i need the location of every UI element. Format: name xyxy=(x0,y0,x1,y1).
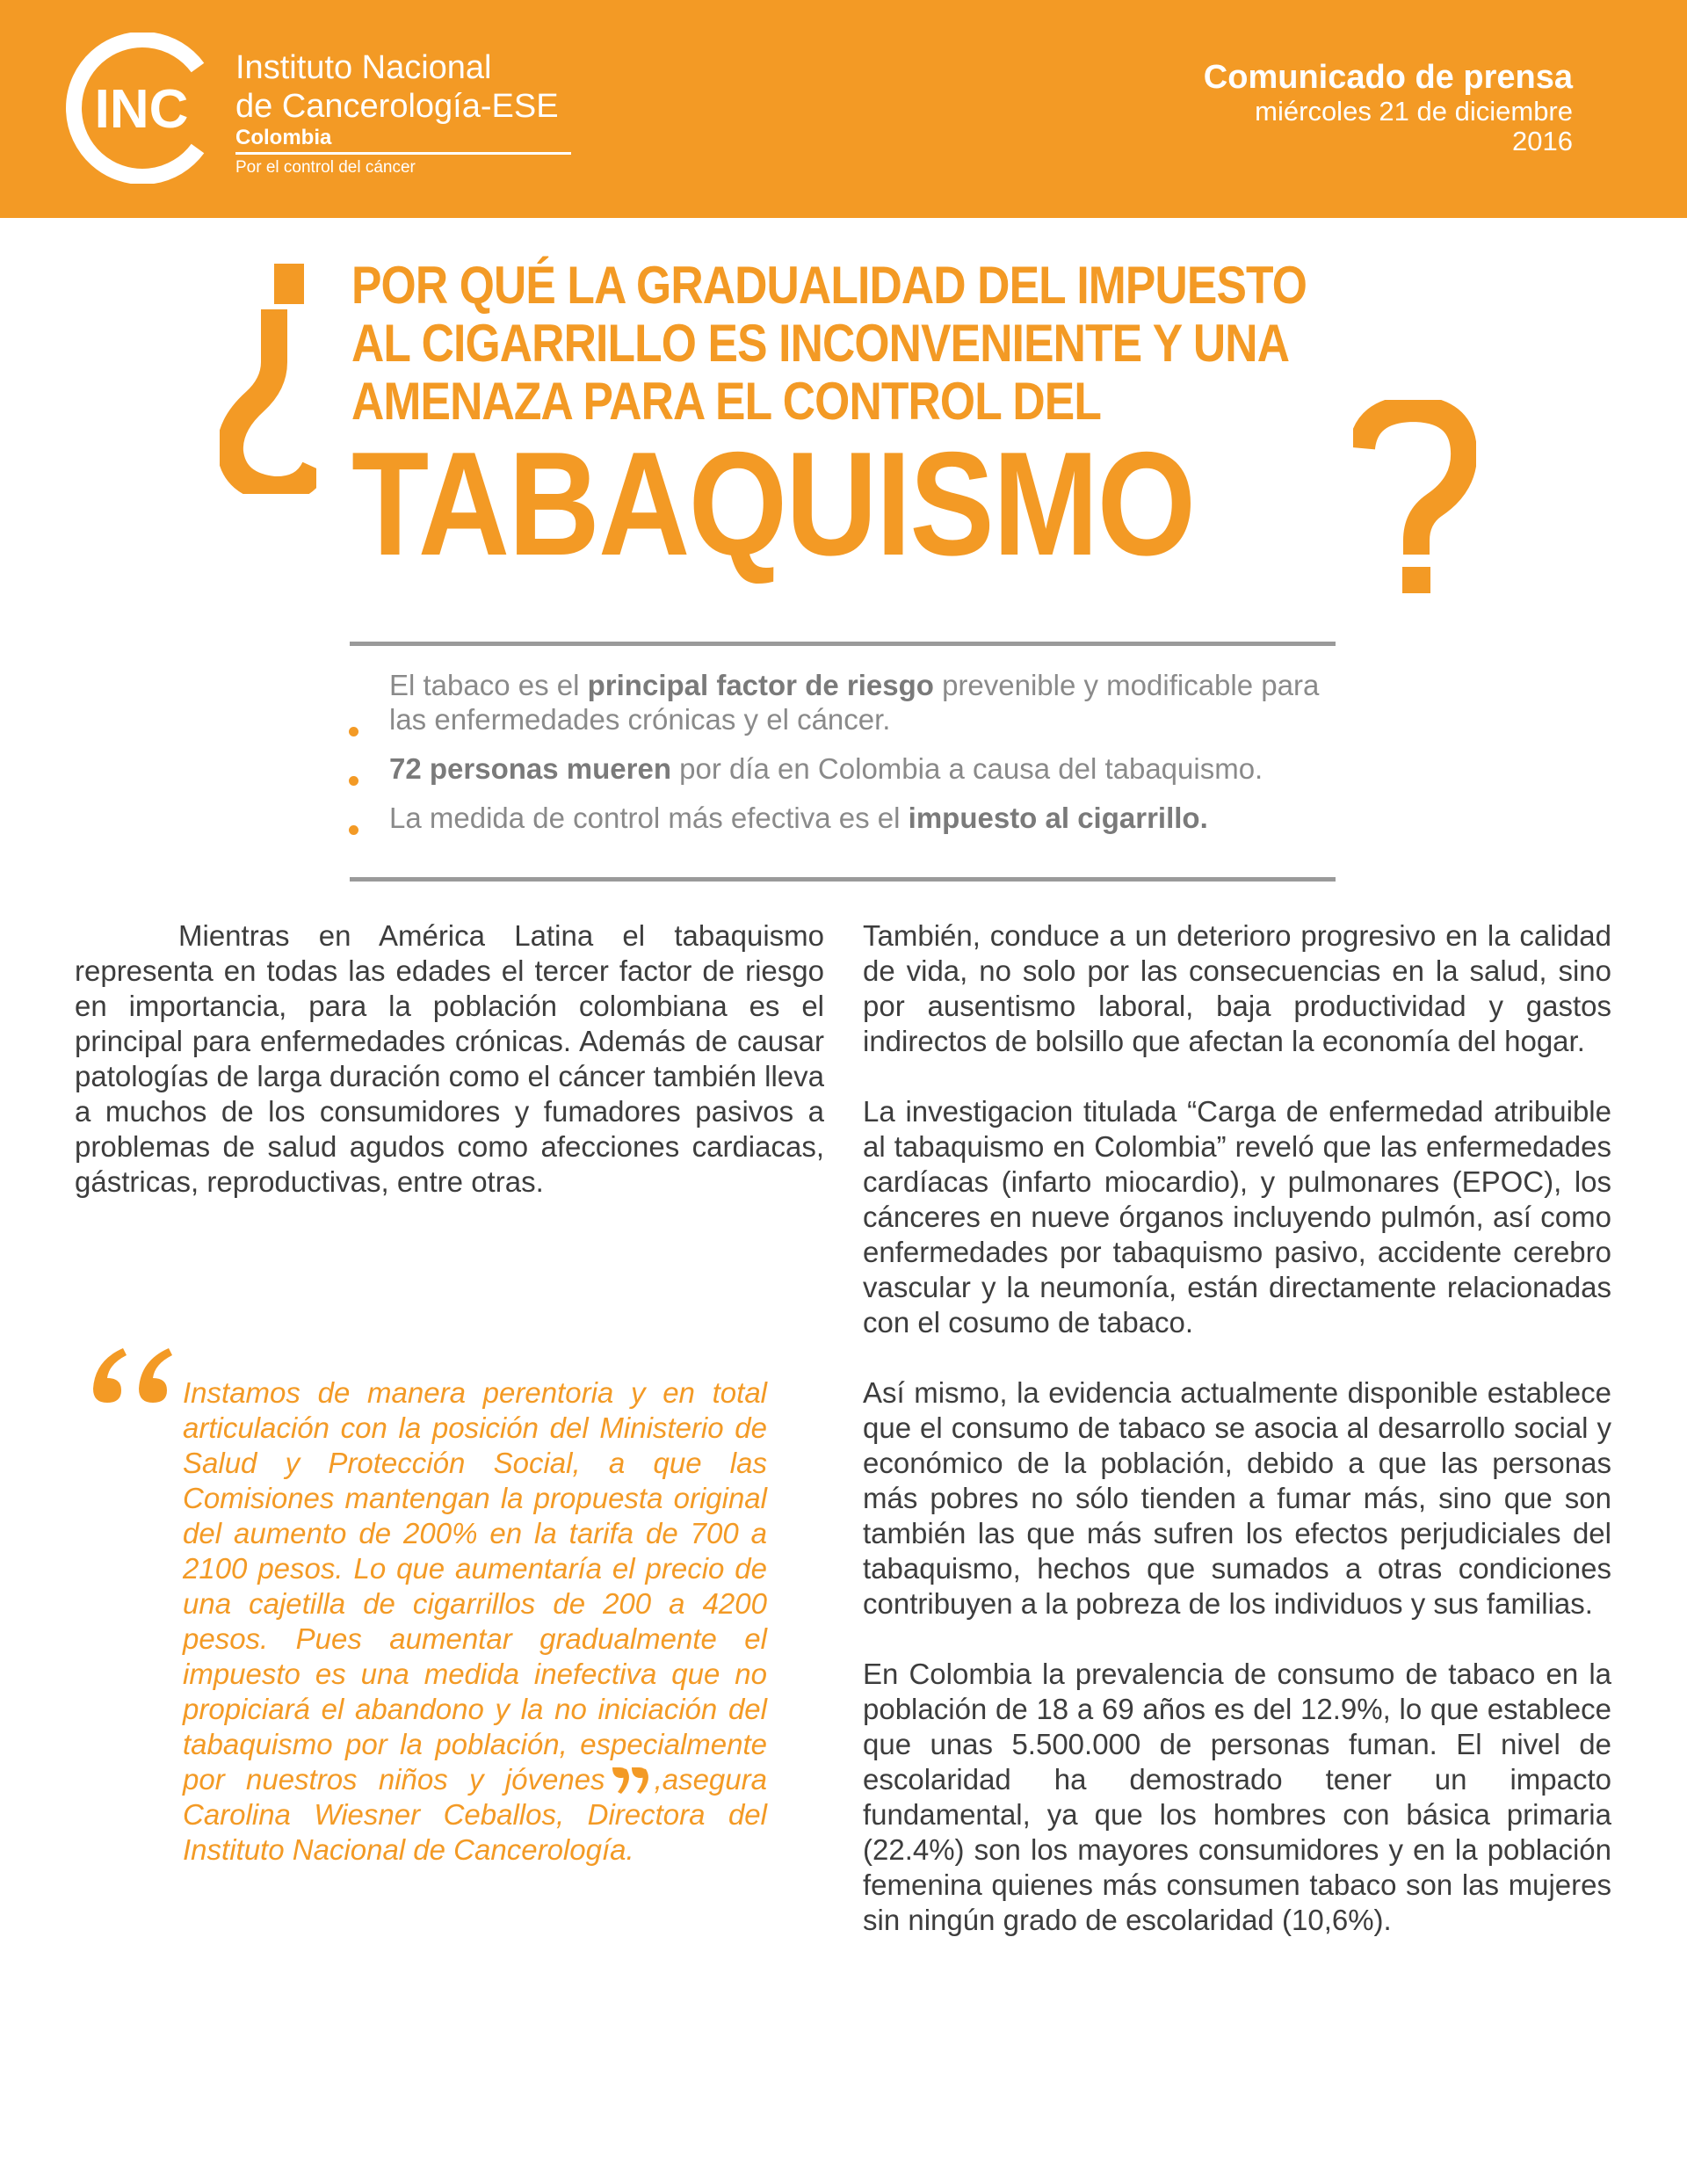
logo-name-line1: Instituto Nacional xyxy=(235,49,492,86)
close-quote-icon xyxy=(609,1766,651,1797)
bullet-dot-icon xyxy=(349,825,358,835)
question-mark-icon xyxy=(1353,400,1476,593)
headline-line1: POR QUÉ LA GRADUALIDAD DEL IMPUESTO xyxy=(351,256,1307,315)
bullet-dot-icon xyxy=(349,776,358,786)
inverted-question-dot xyxy=(274,264,304,304)
logo-divider xyxy=(235,152,571,155)
press-release-label: Comunicado de prensa xyxy=(1203,59,1573,96)
quote-text: Instamos de manera perentoria y en total articulación con la posición del Ministerio de Salud y Protección Social, a que las Comisiones mantengan la propuesta original del aumento de 200% en la tarifa de 700 a 2100 pesos. Lo que aumentaría el precio de una cajetilla de cigarrillos de 200 a 4200 pesos. Pues aumentar gradualmente el impuesto es una medida inefectiva que no propiciará el abandono y la no iniciación del tabaquismo por la población, especialmente por nuestros niños y jóvenes xyxy=(183,1376,767,1796)
svg-text:INC: INC xyxy=(94,79,189,140)
headline-line2: AL CIGARRILLO ES INCONVENIENTE Y UNA xyxy=(351,314,1290,373)
pull-quote xyxy=(183,1375,767,1868)
institute-logo-icon xyxy=(66,33,217,184)
logo-name-line2: de Cancerología-ESE xyxy=(235,88,559,125)
headline xyxy=(351,256,1462,586)
highlights-bottom-rule xyxy=(350,877,1336,882)
logo-country: Colombia xyxy=(235,126,332,149)
body-paragraph: También, conduce a un deterioro progresivo en la calidad de vida, no solo por las consecuencias en la salud, sino por ausentismo laboral, baja productividad y gastos indirectos de bolsillo que afectan la economía del hogar. xyxy=(863,919,1611,1057)
press-date-line2: 2016 xyxy=(1512,126,1573,156)
headline-main-word: TABAQUISMO xyxy=(351,421,1195,586)
key-point: El tabaco es el principal factor de riesgo prevenible y modificable para las enfermedades crónicas y el cáncer. xyxy=(347,668,1340,736)
open-quote-icon xyxy=(88,1345,176,1406)
press-date-line1: miércoles 21 de diciembre xyxy=(1255,96,1573,127)
header-band xyxy=(0,0,1687,218)
quote-attribution: ,asegura Carolina Wiesner Ceballos, Directora del Instituto Nacional de Cancerología. xyxy=(183,1763,767,1867)
body-paragraph: En Colombia la prevalencia de consumo de tabaco en la población de 18 a 69 años es del 12.9%, lo que establece que unas 5.500.000 de personas fuman. El nivel de escolaridad ha demostrado tener un impacto fundamental, ya que los hombres con básica primaria (22.4%) son los mayores consumidores y en la población femenina quienes más consumen tabaco son las mujeres sin ningún grado de escolaridad (10,6%). xyxy=(863,1658,1611,1936)
press-release-info xyxy=(1204,58,1573,156)
bullet-dot-icon xyxy=(349,727,358,736)
inverted-question-mark-icon xyxy=(220,309,316,494)
body-paragraph: La investigacion titulada “Carga de enfermedad atribuible al tabaquismo en Colombia” reveló que las enfermedades cardíacas (infarto miocardio), y pulmonares (EPOC), los cánceres en nueve órganos incluyendo pulmón, así como enfermedades por tabaquismo pasivo, accidente cerebro vascular y la neumonía, están directamente relacionadas con el cosumo de tabaco. xyxy=(863,1095,1611,1339)
key-points xyxy=(347,668,1340,850)
logo-text xyxy=(235,48,571,178)
key-point: La medida de control más efectiva es el impuesto al cigarrillo. xyxy=(347,801,1340,835)
body-paragraph: Así mismo, la evidencia actualmente disponible establece que el consumo de tabaco se asocia al desarrollo social y económico de la población, debido a que las personas más pobres no sólo tienden a fumar más, sino que son también las que más sufren los efectos perjudiciales del tabaquismo, hechos que sumados a otras condiciones contribuyen a la pobreza de los individuos y sus familias. xyxy=(863,1376,1611,1620)
headline-line3: AMENAZA PARA EL CONTROL DEL xyxy=(351,372,1102,431)
intro-paragraph: Mientras en América Latina el tabaquismo representa en todas las edades el tercer factor de riesgo en importancia, para la población colombiana es el principal para enfermedades crónicas. Además de causar patologías de larga duración como el cáncer también lleva a muchos de los consumidores y fumadores pasivos a problemas de salud agudos como afecciones cardiacas, gástricas, reproductivas, entre otras. xyxy=(75,919,825,1198)
logo-tagline: Por el control del cáncer xyxy=(235,158,416,177)
key-point: 72 personas mueren por día en Colombia a causa del tabaquismo. xyxy=(347,751,1340,786)
left-column xyxy=(75,918,824,1200)
highlights-top-rule xyxy=(350,642,1336,646)
right-column xyxy=(863,918,1611,1973)
